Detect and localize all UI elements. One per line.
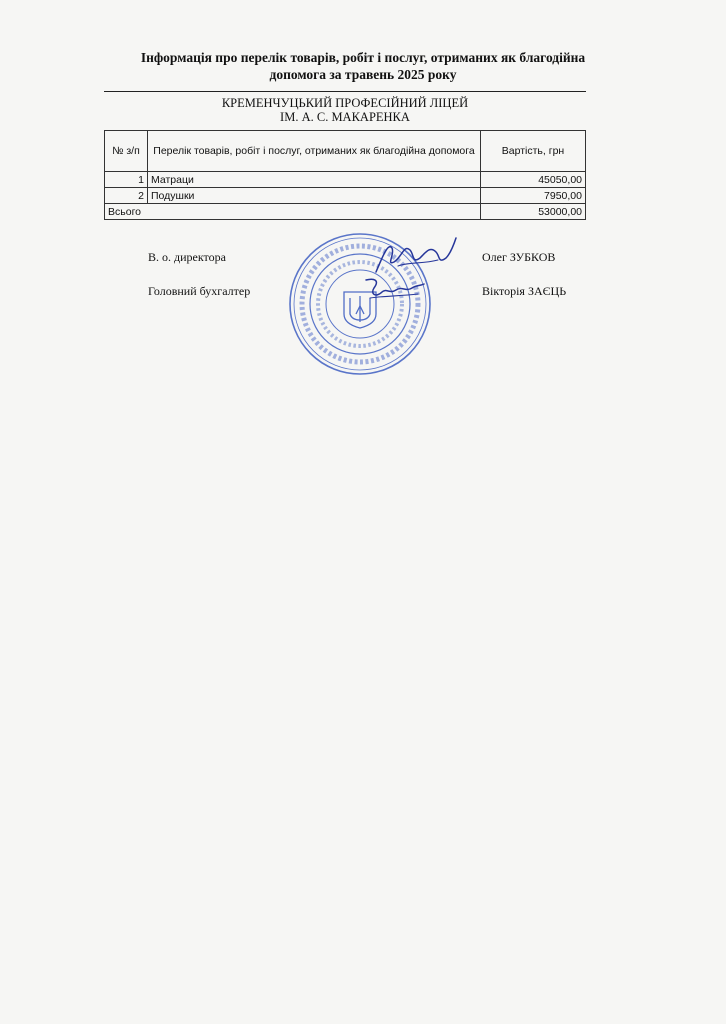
row-number: 1 [105,172,148,188]
document-title [60,49,666,83]
org-line-2: ІМ. А. С. МАКАРЕНКА [280,110,410,124]
title-line-2: допомога за травень 2025 року [269,67,457,82]
title-line-1: Інформація про перелік товарів, робіт і послуг, отриманих як благодійна [140,50,586,65]
director-title: В. о. директора [148,250,226,264]
row-item: Подушки [148,188,481,204]
total-cost: 53000,00 [481,204,586,220]
row-cost: 7950,00 [481,188,586,204]
table-row [105,188,586,204]
director-signature [368,232,460,278]
header-number: № з/п [105,131,148,172]
accountant-signature [360,274,430,304]
row-item: Матраци [148,172,481,188]
row-number: 2 [105,188,148,204]
total-label: Всього [105,204,481,220]
table-header-row [105,131,586,172]
director-name: Олег ЗУБКОВ [482,250,556,264]
org-line-1: КРЕМЕНЧУЦЬКИЙ ПРОФЕСІЙНИЙ ЛІЦЕЙ [221,96,469,110]
accountant-name: Вікторія ЗАЄЦЬ [482,284,567,298]
donations-table [104,130,586,220]
header-divider [104,91,586,92]
row-cost: 45050,00 [481,172,586,188]
accountant-title: Головний бухгалтер [148,284,251,298]
header-item-list: Перелік товарів, робіт і послуг, отриманих як благодійна допомога [148,131,481,172]
table-total-row [105,204,586,220]
table-row [105,172,586,188]
header-cost: Вартість, грн [481,131,586,172]
organization-name [104,96,586,124]
